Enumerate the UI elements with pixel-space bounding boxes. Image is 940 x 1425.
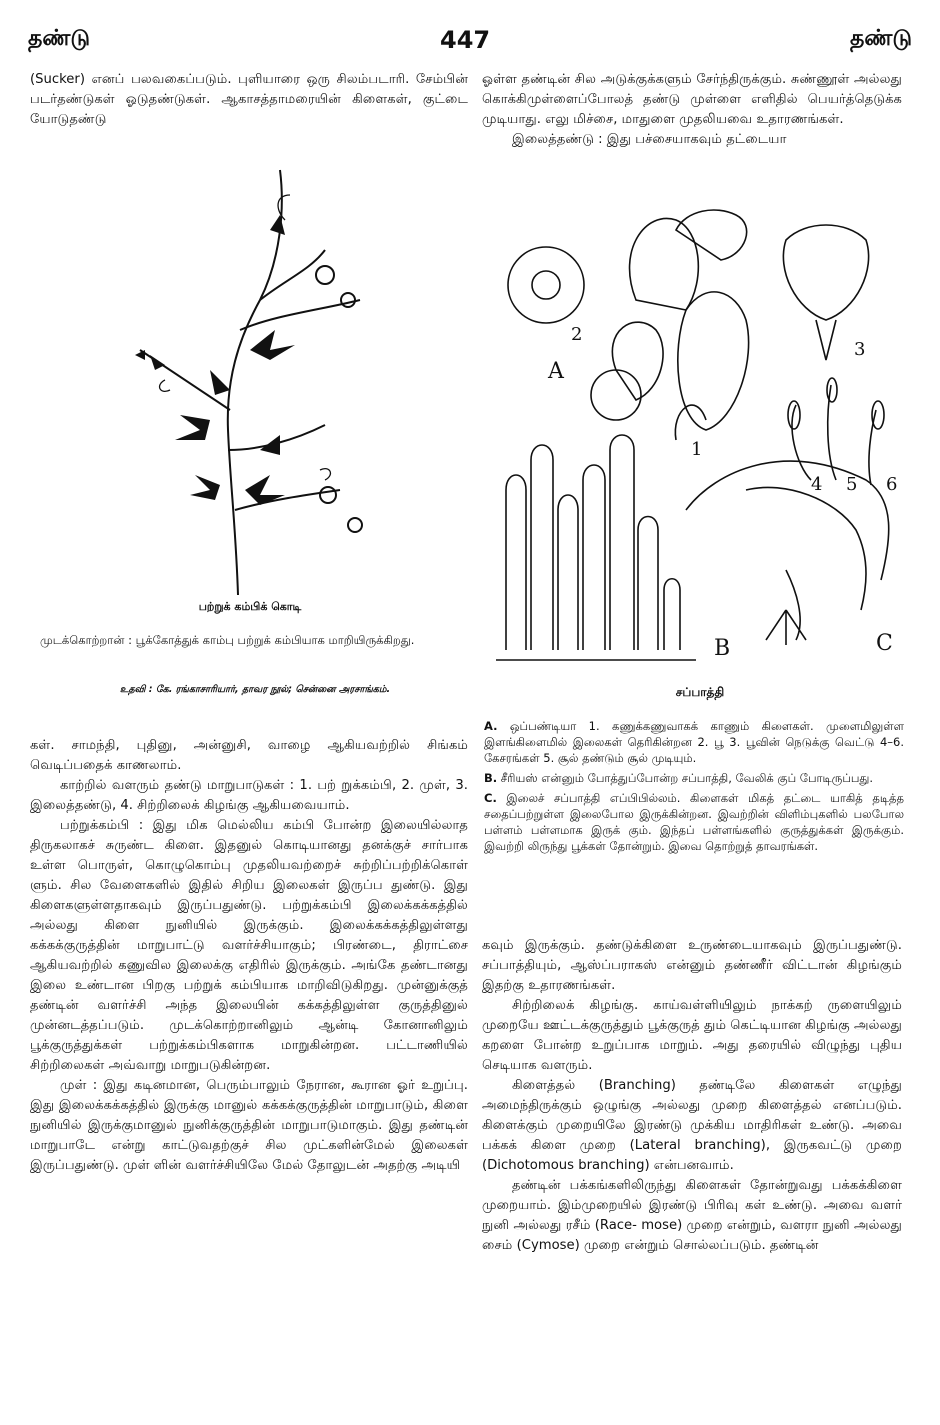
paragraph: (Sucker) எனப் பலவகைப்படும். புளியாரை ஒரு சிலம்படாரி. சேம்பின் படர்தண்டுகள் ஓடுதண்டுகள். ஆகாசத்தாமரையின் கிளைகள், குட்டை யோடுதண்டு	[30, 72, 468, 127]
figure1-caption: பற்றுக் கம்பிக் கொடி	[198, 600, 302, 613]
figure2-caption: சப்பாத்தி	[675, 685, 725, 699]
left-top-text	[30, 70, 468, 130]
label-5: 5	[846, 474, 858, 495]
paragraph: ஓள்ள தண்டின் சில அடுக்குக்களும் சேர்ந்திருக்கும். சுண்ணூள் அல்லது கொக்கிமுள்ளைப்போலத் தண்டு முள்ளை எளிதில் பெயர்த்தெடுக்க முடியாது. எலு மிச்சை, மாதுளை முதலியவை உதாரணங்கள்.	[482, 72, 902, 127]
note-a: A. ஒப்பண்டியா 1. கணுக்கணுவாகக் காணும் கிளைகள். முளைமிலுள்ள இளங்கிளைமில் இலைகள் தெரிகின்றன 2. பூ 3. பூவின் நெடுக்கு வெட்டு 4–6. கேசரங்கள் 5. சூல் தண்டும் சூல் முடியும்.	[484, 719, 904, 765]
paragraph: முள் : இது கடினமான, பெரும்பாலும் நேரான, கூரான ஓர் உறுப்பு. இது இலைக்கக்கத்தில் இருக்கு மானுல் கக்கக்குருத்தின் மாறுபாடும், கிளை நுனியில் இருக்குமானுல் நுனிக்குருத்தின் மாறுபாடுமாகும். இது தண்டின் மாறுபாடே என்று காட்டுவதற்குச் சில முட்களின்மேல் இலைகள் இருப்பதுண்டு. முள் ளின் வளர்ச்சியிலே மேல் தோலுடன் அதற்கு அடியி	[30, 1078, 468, 1173]
paragraph: காற்றில் வளரும் தண்டு மாறுபாடுகள் : 1. பற் றுக்கம்பி, 2. முள், 3. இலைத்தண்டு, 4. சிற்றிலைக் கிழங்கு ஆகியவையாம்.	[30, 778, 468, 813]
header-right-title: தண்டு	[850, 26, 912, 51]
paragraph: இலைத்தண்டு : இது பச்சையாகவும் தட்டையா	[512, 132, 787, 147]
label-4: 4	[811, 474, 823, 495]
paragraph: கிளைத்தல் (Branching) தண்டிலே கிளைகள் எழுந்து அமைந்திருக்கும் ஒழுங்கு அல்லது முறை கிளைத்தல் எனப்படும். கிளைக்கும் முறையிலே இரண்டு முக்கிய மாதிரிகள் உண்டு. அவை பக்கக் கிளை முறை (Lateral branching), இருகவட்டு முறை (Dichotomous branching) என்பனவாம்.	[482, 1078, 902, 1173]
right-top-text	[482, 70, 902, 150]
label-c: C	[876, 631, 893, 656]
left-bottom-text	[30, 736, 468, 1176]
paragraph: தண்டின் பக்கங்களிலிருந்து கிளைகள் தோன்றுவது பக்கக்கிளை முறையாம். இம்முறையில் இரண்டு பிரிவு கள் உண்டு. அவை வளர் நுனி அல்லது ரசீம் (Race- mose) முறை என்றும், வளரா நுனி அல்லது சைம் (Cymose) முறை என்றும் சொல்லப்படும். தண்டின்	[482, 1178, 902, 1253]
paragraph: பற்றுக்கம்பி : இது மிக மெல்லிய கம்பி போன்ற இலையில்லாத திருகலாகச் சுருண்ட கிளை. இதனுல் கொடியானது தனக்குச் சார்பாக உள்ள பொருள், கொழுகொம்பு முதலியவற்றைச் சுற்றிப்பற்றிக்கொள் ளும். சில வேளைகளில் இதில் சிறிய இலைகள் இருப்ப துண்டு. இது கிளைகளுள்ளதாகவும் இருப்பதுண்டு. பற்றுக்கம்பி இலைக்கக்கத்தில் அல்லது கிளை நுனியில் இருக்கும். இலைக்கக்கத்திலுள்ளது கக்கக்குருத்தின் மாறுபாட்டு வளர்ச்சியாகும்; பிரண்டை, திராட்சை ஆகியவற்றில் கணுவில இலைக்கு எதிரில் இருக்கும். அங்கே தண்டானது இலை உண்டான பிறகு பற்றுக் கம்பியாக மாறிவிடுகிறது. முன்னுக்குத் தண்டின் வளர்ச்சி அந்த இலையின் கக்கத்திலுள்ள குருத்தினுல் முன்னடத்தப்படும். முடக்கொற்றானிலும் ஆன்டி கோனானிலும் பூக்குருத்துக்கள் பற்றுக்கம்பிகளாக மாறுகின்றன. பட்டாணியில் சிற்றிலைகள் அவ்வாறு மாறுபடுகின்றன.	[30, 818, 468, 1073]
page-number: 447	[440, 26, 491, 54]
label-a: A	[548, 359, 564, 384]
header-left-title: தண்டு	[28, 26, 90, 51]
paragraph: கள். சாமந்தி, புதினு, அன்னுசி, வாழை ஆகியவற்றில் சிங்கம் வெடிப்பதைக் காணலாம்.	[30, 738, 468, 773]
figure2-notes	[484, 718, 904, 854]
label-2: 2	[571, 324, 583, 345]
label-b: B	[714, 636, 731, 661]
note-c: C. இலைச் சப்பாத்தி எப்பிபில்லம். கிளைகள் மிகத் தட்டை யாகித் தடித்த சதைப்பற்றுள்ள இலைபோல இருக்கின்றன. இவற்றின் விளிம்புகளில் பலபோல பள்ளம் பள்ளமாக இருக் கும். இந்தப் பள்ளங்களில் குருத்துக்கள் இருக்கும். இவற்றி லிருந்து பூக்கள் தோன்றும். இவை தொற்றுத் தாவரங்கள்.	[484, 791, 904, 853]
paragraph: கவும் இருக்கும். தண்டுக்கிளை உருண்டையாகவும் இருப்பதுண்டு. சப்பாத்தியும், ஆஸ்ப்பராகஸ் என்னும் தண்ணீர் விட்டான் கிழங்கும் இதற்கு உதாரணங்கள்.	[482, 938, 902, 993]
figure1-credit: உதவி : கே. ரங்காசாரியார், தாவர நூல்; சென்னை அரசாங்கம்.	[119, 684, 391, 695]
note-b: B. சீரியஸ் என்னும் போத்துப்போன்ற சப்பாத்தி, வேலிக் குப் போடிருப்பது.	[484, 771, 874, 785]
figure1-description: முடக்கொற்றான் : பூக்கோத்துக் காம்பு பற்றுக் கம்பியாக மாறியிருக்கிறது.	[40, 633, 415, 647]
label-3: 3	[854, 339, 866, 360]
tendril-plant-illustration	[110, 150, 390, 600]
label-6: 6	[886, 474, 898, 495]
paragraph: சிற்றிலைக் கிழங்கு. காய்வள்ளியிலும் நாக்கற் ருளையிலும் முறையே ஊட்டக்குருத்தும் பூக்குருத் தும் கெட்டியான கிழங்கு அல்லது கறளை போன்ற உறுப்பாக மாறும். அது தரையில் விழுந்து புதிய செடியாக வளரும்.	[482, 998, 902, 1073]
label-1: 1	[691, 439, 703, 460]
cactus-plate-illustration	[486, 190, 906, 680]
right-bottom-text	[482, 936, 902, 1256]
